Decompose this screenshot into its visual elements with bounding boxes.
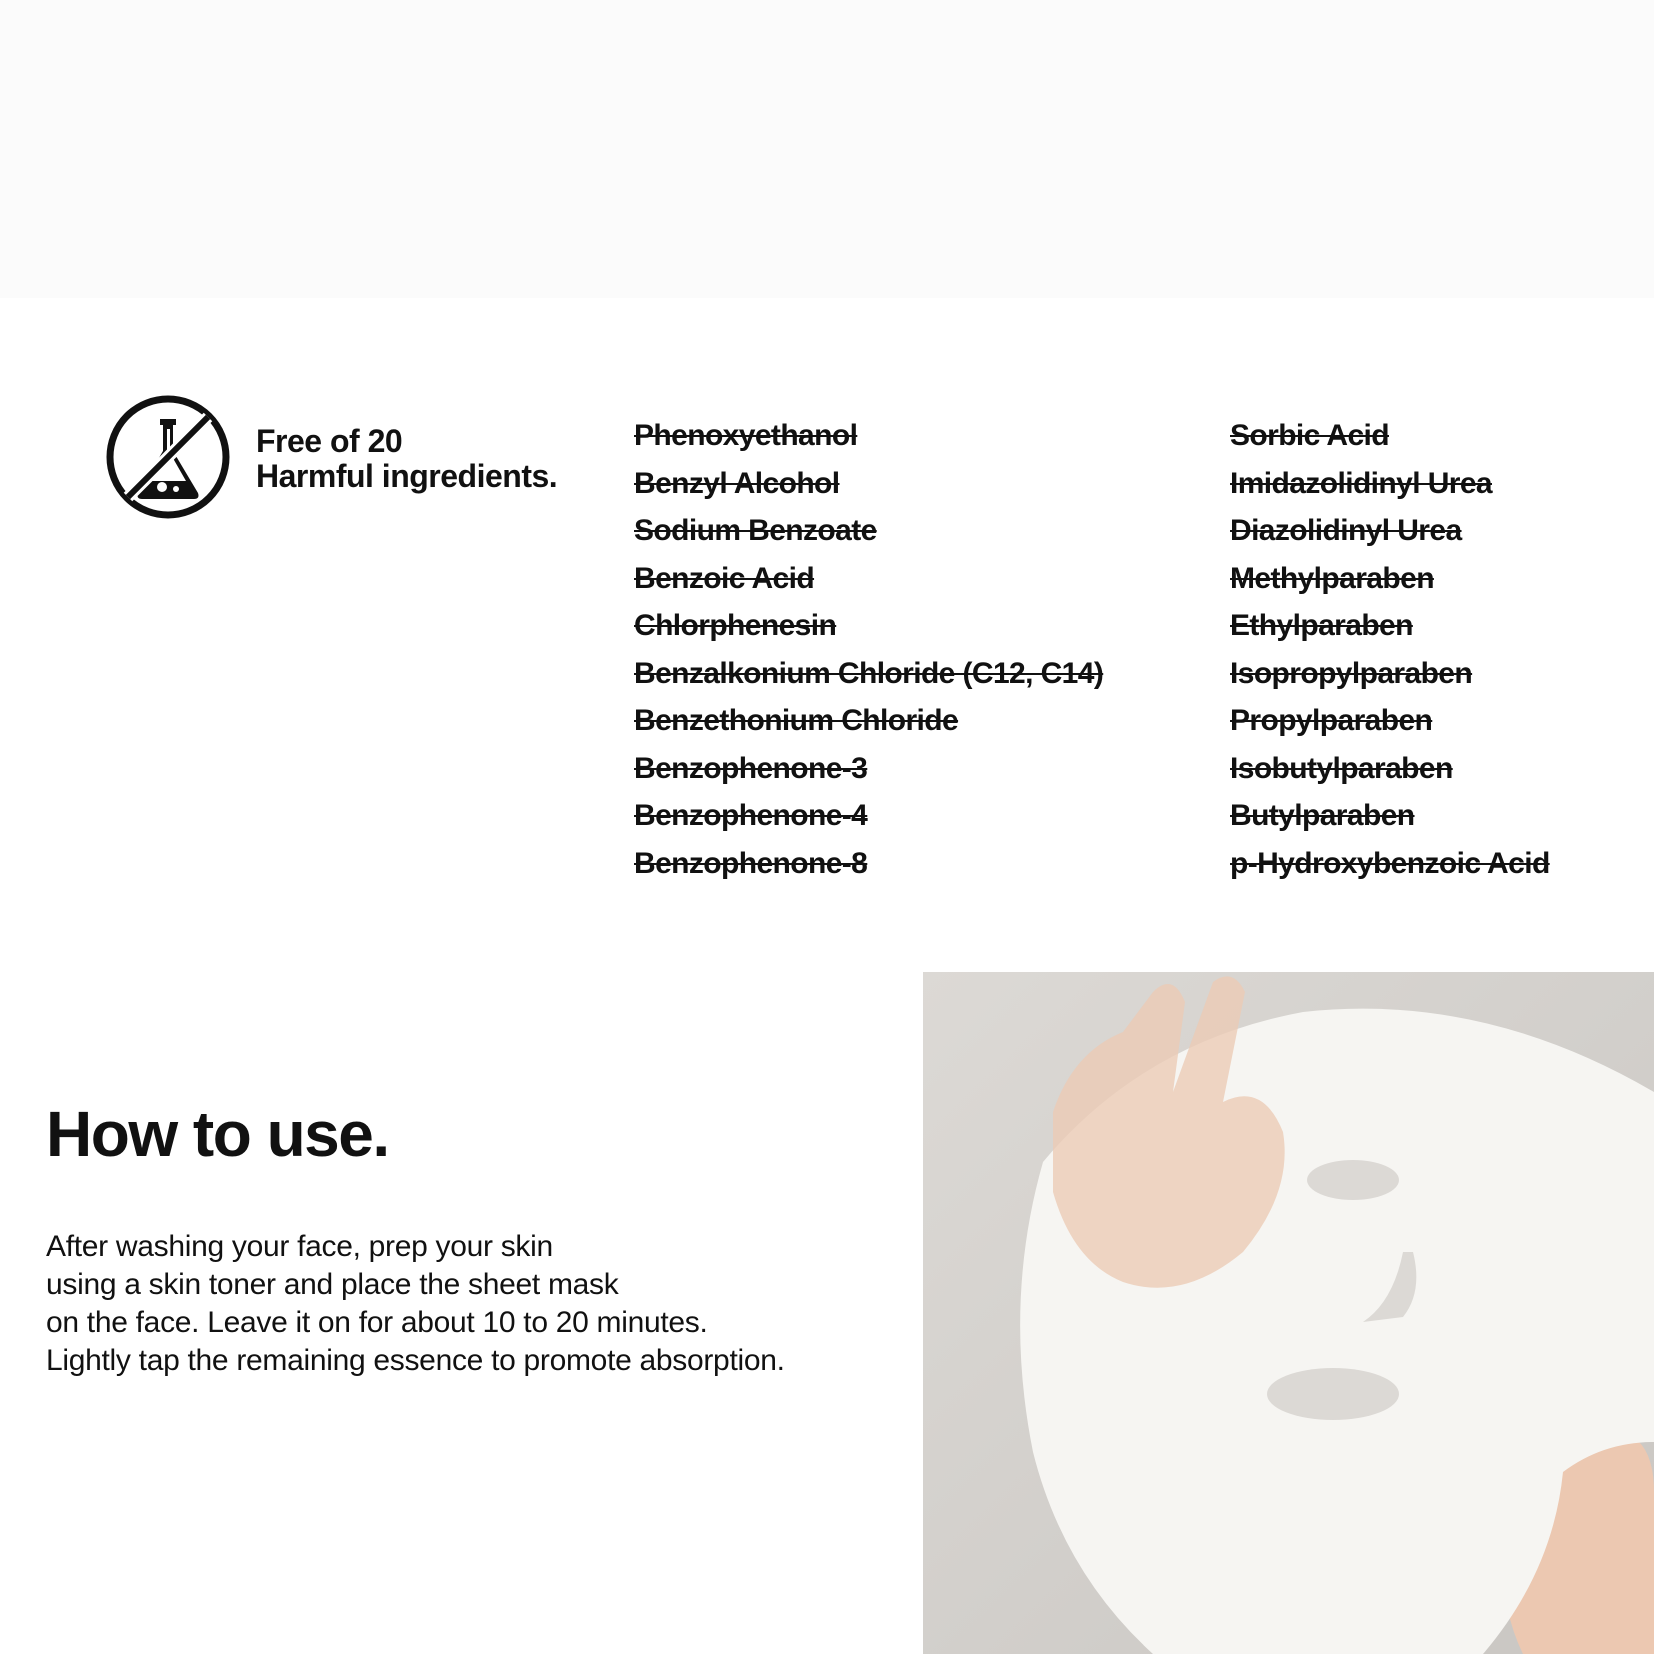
ingredient-item: Propylparaben (1230, 704, 1433, 737)
sheet-mask-photo (923, 972, 1654, 1654)
free-of-heading (256, 424, 557, 494)
ingredients-column-1 (634, 412, 1103, 887)
ingredient-item: Sodium Benzoate (634, 514, 877, 547)
how-to-use-text (46, 1228, 785, 1380)
ingredient-item: Butylparaben (1230, 799, 1415, 832)
ingredient-item: Isopropylparaben (1230, 656, 1473, 690)
ingredient-item: Benzophenone-8 (634, 846, 868, 880)
ingredient-item: Benzoic Acid (634, 561, 815, 595)
ingredient-item: Benzethonium Chloride (634, 704, 959, 737)
ingredient-item: Imidazolidinyl Urea (1230, 466, 1492, 500)
ingredient-item: Isobutylparaben (1230, 751, 1453, 785)
free-of-line: Free of 20 (256, 423, 403, 459)
how-to-use-line: using a skin toner and place the sheet mask (46, 1268, 619, 1301)
ingredients-column-2 (1230, 412, 1550, 887)
ingredient-item: p-Hydroxybenzoic Acid (1230, 846, 1550, 880)
no-chemicals-icon (104, 393, 232, 521)
ingredient-item: Ethylparaben (1230, 609, 1413, 642)
how-to-use-line: on the face. Leave it on for about 10 to 20 minutes. (46, 1306, 708, 1339)
how-to-use-title: How to use. (46, 1098, 389, 1170)
free-of-line: Harmful ingredients. (256, 458, 558, 494)
ingredient-item: Benzophenone-3 (634, 751, 868, 785)
ingredient-item: Chlorphenesin (634, 609, 837, 642)
ingredient-item: Methylparaben (1230, 561, 1434, 595)
top-blank-band (0, 0, 1654, 298)
ingredient-item: Phenoxyethanol (634, 419, 858, 452)
ingredient-item: Sorbic Acid (1230, 419, 1389, 452)
ingredient-item: Diazolidinyl Urea (1230, 514, 1462, 547)
ingredient-item: Benzalkonium Chloride (C12, C14) (634, 656, 1104, 690)
ingredient-item: Benzophenone-4 (634, 799, 868, 832)
how-to-use-line: Lightly tap the remaining essence to promote absorption. (46, 1344, 785, 1377)
how-to-use-line: After washing your face, prep your skin (46, 1230, 553, 1263)
ingredient-item: Benzyl Alcohol (634, 466, 840, 500)
